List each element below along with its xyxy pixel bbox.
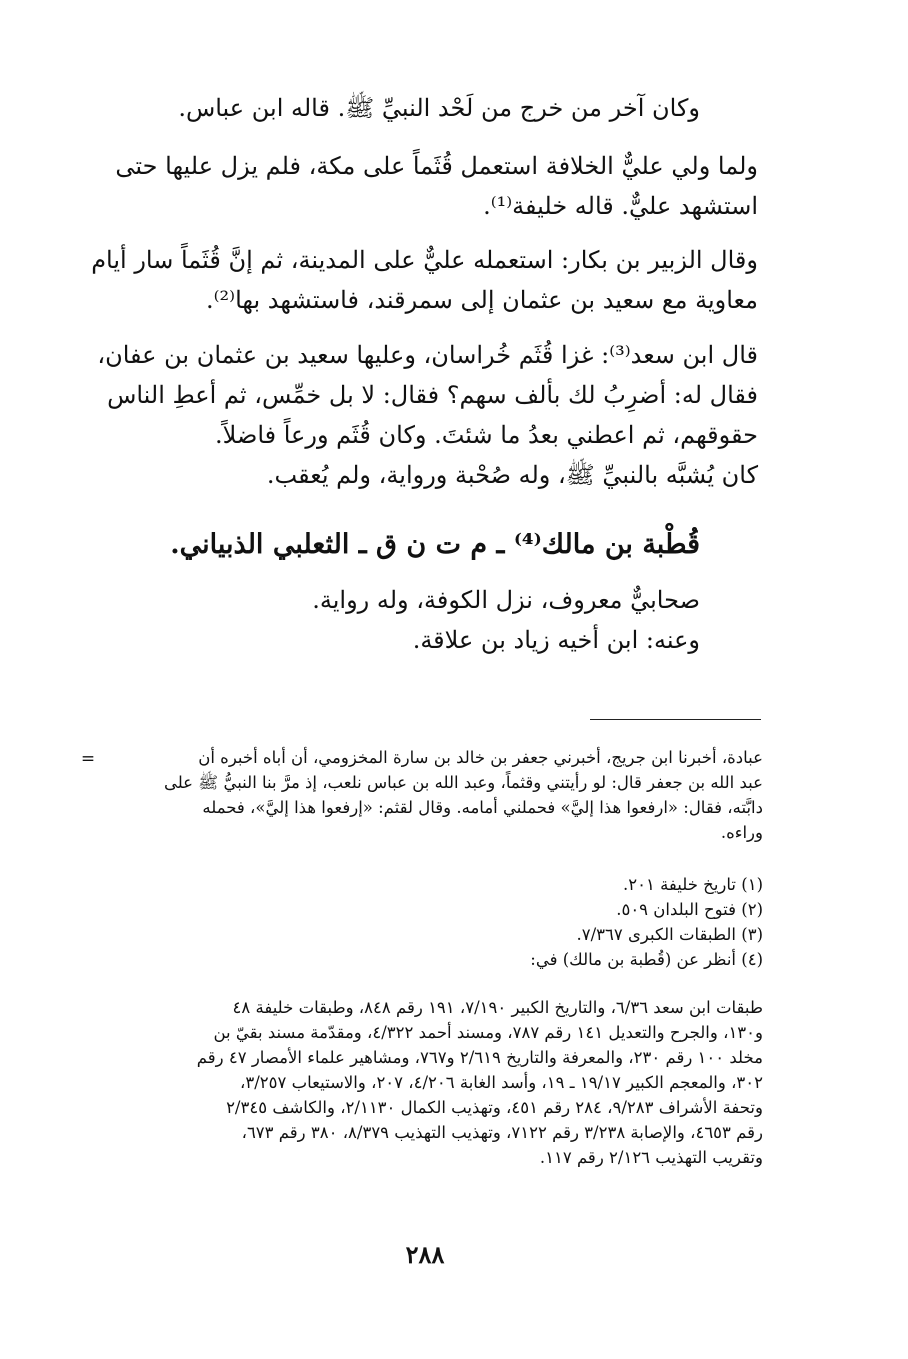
text-line: فقال له: أضرِبُ لك بألف سهم؟ فقال: لا بل خمِّس، ثم أعطِ الناس [107, 381, 758, 409]
footnote-list [530, 872, 763, 972]
text-line: قال ابن سعد⁽³⁾: غزا قُثَم خُراسان، وعليها سعيد بن عثمان بن عفان، [97, 341, 758, 369]
footnote-number: (٢) [741, 900, 763, 919]
footnote-1 [530, 872, 763, 897]
page-number: ٢٨٨ [405, 1240, 445, 1269]
footnote-line: عبد الله بن جعفر قال: لو رأيتني وقثماً، وعبد الله بن عباس نلعب، إذ مرَّ بنا النبيُّ ﷺ على [163, 773, 763, 792]
footnote-line: وراءه. [720, 823, 763, 842]
footnote-text: فتوح البلدان ٥٠٩. [616, 900, 736, 919]
footnote-text: تاريخ خليفة ٢٠١. [623, 875, 736, 894]
footnote-separator [590, 719, 761, 720]
entry-heading [170, 525, 700, 565]
text-line: استشهد عليٌّ. قاله خليفة⁽¹⁾. [483, 192, 758, 220]
footnote-number: (١) [741, 875, 763, 894]
text-line: صحابيٌّ معروف، نزل الكوفة، وله رواية. [312, 586, 700, 614]
text-line: وقال الزبير بن بكار: استعمله عليٌّ على المدينة، ثم إنَّ قُثَماً سار أيام [91, 246, 758, 274]
footnote-line: ٣٠٢، والمعجم الكبير ١٩/١٧ ـ ١٩، وأسد الغابة ٤/٢٠٦، ٢٠٧، والاستيعاب ٣/٢٥٧، [240, 1073, 763, 1092]
footnote-line: مخلد ١٠٠ رقم ٢٣٠، والمعرفة والتاريخ ٢/٦١٩ و٧٦٧، ومشاهير علماء الأمصار ٤٧ رقم [196, 1048, 763, 1067]
footnote-line: وتقريب التهذيب ٢/١٢٦ رقم ١١٧. [539, 1148, 763, 1167]
footnote-line: طبقات ابن سعد ٦/٣٦، والتاريخ الكبير ٧/١٩٠، ١٩١ رقم ٨٤٨، وطبقات خليفة ٤٨ [232, 998, 763, 1017]
footnote-number: (٤) [741, 950, 763, 969]
text-line: وعنه: ابن أخيه زياد بن علاقة. [412, 626, 700, 654]
footnote-line: وتحفة الأشراف ٩/٢٨٣، ٢٨٤ رقم ٤٥١، وتهذيب الكمال ٢/١١٣٠، والكاشف ٢/٣٤٥ [226, 1098, 763, 1117]
text-line: حقوقهم، ثم اعطني بعدُ ما شئتَ. وكان قُثَم ورعاً فاضلاً. [215, 421, 758, 449]
text-line: معاوية مع سعيد بن عثمان إلى سمرقند، فاستشهد بها⁽²⁾. [206, 286, 758, 314]
footnote-text: أنظر عن (قُطبة بن مالك) في: [530, 950, 736, 969]
paragraph-4 [97, 335, 758, 495]
text-line: كان يُشبَّه بالنبيِّ ﷺ، وله صُحْبة ورواية، ولم يُعقب. [266, 461, 758, 489]
text-line: وكان آخر من خرج من لَحْد النبيِّ ﷺ. قاله ابن عباس. [178, 94, 700, 122]
footnote-2 [530, 897, 763, 922]
footnote-4 [530, 947, 763, 972]
footnote-line: رقم ٤٦٥٣، والإصابة ٣/٢٣٨ رقم ٧١٢٢، وتهذيب التهذيب ٨/٣٧٩، ٣٨٠ رقم ٦٧٣، [241, 1123, 763, 1142]
footnote-number: (٣) [741, 925, 763, 944]
text-line: ولما ولي عليٌّ الخلافة استعمل قُثَماً على مكة، فلم يزل عليها حتى [115, 152, 758, 180]
paragraph-3 [91, 240, 758, 320]
footnote-continuation [164, 745, 763, 845]
paragraph-1 [178, 88, 700, 128]
continuation-marker: = [80, 749, 96, 769]
footnote-4-body [197, 995, 763, 1170]
paragraph-2 [115, 146, 758, 226]
heading-text: قُطْبة بن مالك⁽⁴⁾ ـ م ت ن ق ـ الثعلبي الذبياني. [170, 529, 700, 560]
footnote-line: عبادة، أخبرنا ابن جريج، أخبرني جعفر بن خالد بن سارة المخزومي، أن أباه أخبره أن [198, 748, 763, 767]
paragraph-5 [312, 580, 700, 660]
footnote-text: الطبقات الكبرى ٧/٣٦٧. [576, 925, 736, 944]
footnote-line: دابَّته، فقال: «ارفعوا هذا إليَّ» فحملني أمامه. وقال لقثم: «إرفعوا هذا إليَّ»، فحمله [202, 798, 763, 817]
footnote-line: و١٣٠، والجرح والتعديل ١٤١ رقم ٧٨٧، ومسند أحمد ٤/٣٢٢، ومقدّمة مسند بقيّ بن [213, 1023, 763, 1042]
footnote-3 [530, 922, 763, 947]
